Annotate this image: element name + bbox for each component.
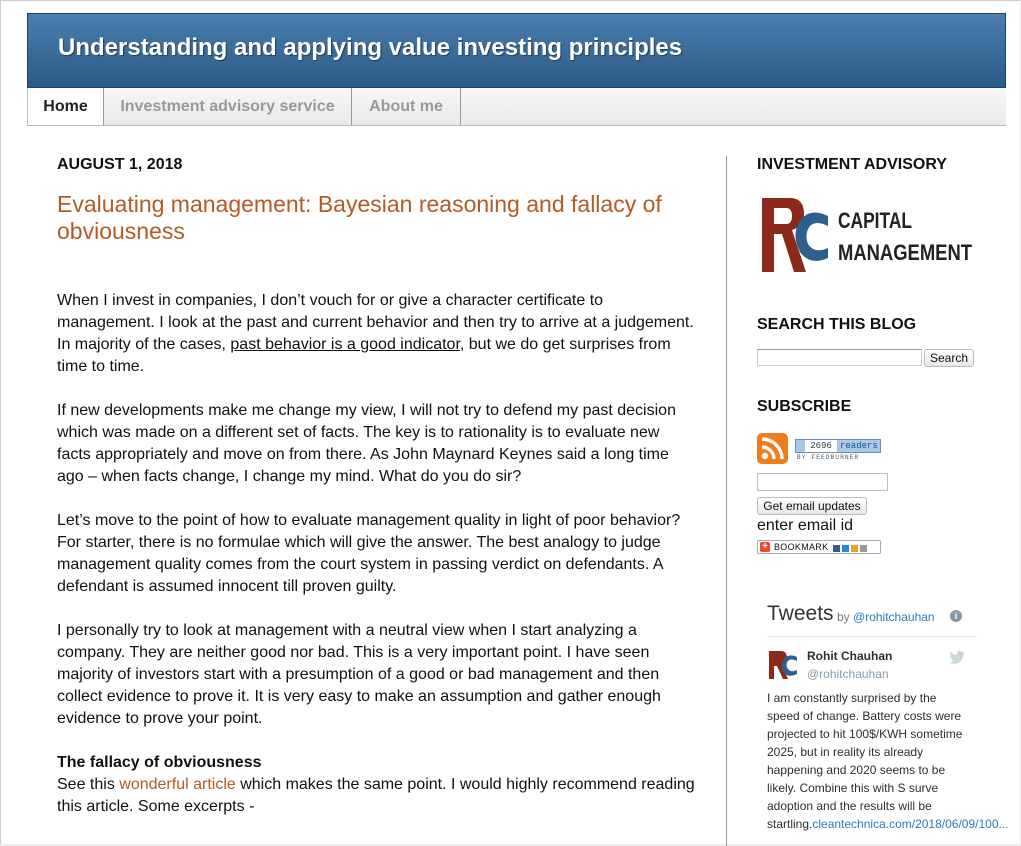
plus-icon: +	[760, 542, 770, 552]
share-site-icon	[833, 545, 840, 552]
subscribe-heading: SUBSCRIBE	[757, 398, 852, 415]
tweets-divider	[767, 636, 977, 637]
paragraph-4: I personally try to look at management with a neutral view when I start analyzing a company. They are neither good nor bad. This is a very important point. I have seen majority of investors start with a presumption of a good or bad management and then collect evidence to prove it. It is very easy to make an assumption and gather enough evidence to prove your point.	[57, 622, 661, 727]
paragraph-5-text-a: See this	[57, 776, 120, 793]
advisory-heading: INVESTMENT ADVISORY	[757, 156, 947, 173]
feedburner-count: 2696	[805, 440, 837, 452]
paragraph-1-text-a: When I invest in companies, I don’t vouch for or give a character certificate to management. I look at the past and current behavior and then try to arrive at a judgement. In majority of the cases,	[57, 292, 694, 353]
post-title[interactable]: Evaluating management: Bayesian reasoning and fallacy of obviousness	[57, 191, 662, 244]
search-heading: SEARCH THIS BLOG	[757, 316, 917, 333]
feedburner-label: readers	[840, 441, 878, 451]
nav-tabs	[27, 88, 1006, 126]
blog-header	[27, 13, 1006, 88]
logo-capital-text: CAPITAL	[838, 208, 912, 233]
feedburner-badge[interactable]	[794, 438, 882, 464]
author-handle[interactable]: @rohitchauhan	[807, 667, 889, 681]
tab-about-me[interactable]: About me	[352, 88, 461, 125]
paragraph-1-text-b: , but we do get surprises from time to time.	[57, 336, 671, 375]
paragraph-5-text-b: which makes the same point. I would highly recommend reading this article. Some excerpts -	[57, 776, 695, 815]
get-email-updates-button[interactable]: Get email updates	[757, 497, 867, 515]
paragraph-2: If new developments make me change my view, I will not try to defend my past decision which was made on a different set of facts. The key is to rationality is to evaluate new facts appropriately and move on from there. As John Maynard Keynes said a long time ago – when facts change, I change my mind. What do you do sir?	[57, 402, 676, 485]
section-heading: The fallacy of obviousness	[57, 754, 262, 771]
email-field[interactable]	[757, 473, 888, 491]
tab-home[interactable]: Home	[27, 88, 104, 125]
paragraph-3: Let’s move to the point of how to evaluate management quality in light of poor behavior? For starter, there is no formulae which will give the answer. The best analogy to judge management quality comes from the court system in passing verdict on defendants. A defendant is assumed innocent till proven guilty.	[57, 512, 681, 595]
feedburner-by: BY FEEDBURNER	[797, 454, 860, 461]
share-site-icon	[842, 545, 849, 552]
tweets-by-prefix: by	[837, 610, 854, 624]
search-button[interactable]: Search	[924, 349, 974, 367]
past-behavior-link[interactable]: past behavior is a good indicator	[230, 336, 460, 353]
email-label: enter email id	[757, 517, 854, 534]
tab-investment-advisory-service[interactable]: Investment advisory service	[104, 88, 352, 125]
paragraph-1	[57, 290, 697, 378]
tweets-by	[837, 610, 935, 624]
tweet-body: I am constantly surprised by the speed of change. Battery costs were projected to hit 100$/KWH sometime 2025, but in reality its already happening and 2020 seems to be likely. Combine this with S surve adoption and the results will be startling.	[767, 691, 963, 831]
twitter-bird-icon[interactable]	[949, 651, 965, 664]
author-avatar[interactable]	[767, 649, 799, 681]
feedburner-count-box	[795, 439, 881, 453]
rc-capital-logo[interactable]	[760, 196, 975, 276]
tweets-by-handle-link[interactable]: @rohitchauhan	[853, 610, 935, 624]
bookmark-button[interactable]	[757, 540, 881, 554]
wonderful-article-link[interactable]: wonderful article	[119, 776, 236, 793]
tweets-title[interactable]: Tweets	[767, 602, 834, 625]
info-icon[interactable]: i	[950, 610, 962, 622]
share-site-icon	[851, 545, 858, 552]
tweet-text	[767, 689, 1009, 833]
share-icons	[833, 543, 869, 555]
search-input[interactable]	[757, 349, 922, 366]
blog-title-link[interactable]: Understanding and applying value investing principles	[58, 34, 683, 61]
bookmark-label: BOOKMARK	[774, 542, 829, 552]
author-name[interactable]: Rohit Chauhan	[807, 649, 893, 663]
share-site-icon	[860, 545, 867, 552]
logo-management-text: MANAGEMENT	[838, 240, 973, 265]
rss-icon[interactable]	[757, 433, 788, 464]
tweet-link[interactable]: cleantechnica.com/2018/06/09/100...	[812, 817, 1009, 831]
post-date: AUGUST 1, 2018	[57, 156, 183, 173]
column-divider	[726, 156, 727, 846]
paragraph-5	[57, 752, 697, 818]
